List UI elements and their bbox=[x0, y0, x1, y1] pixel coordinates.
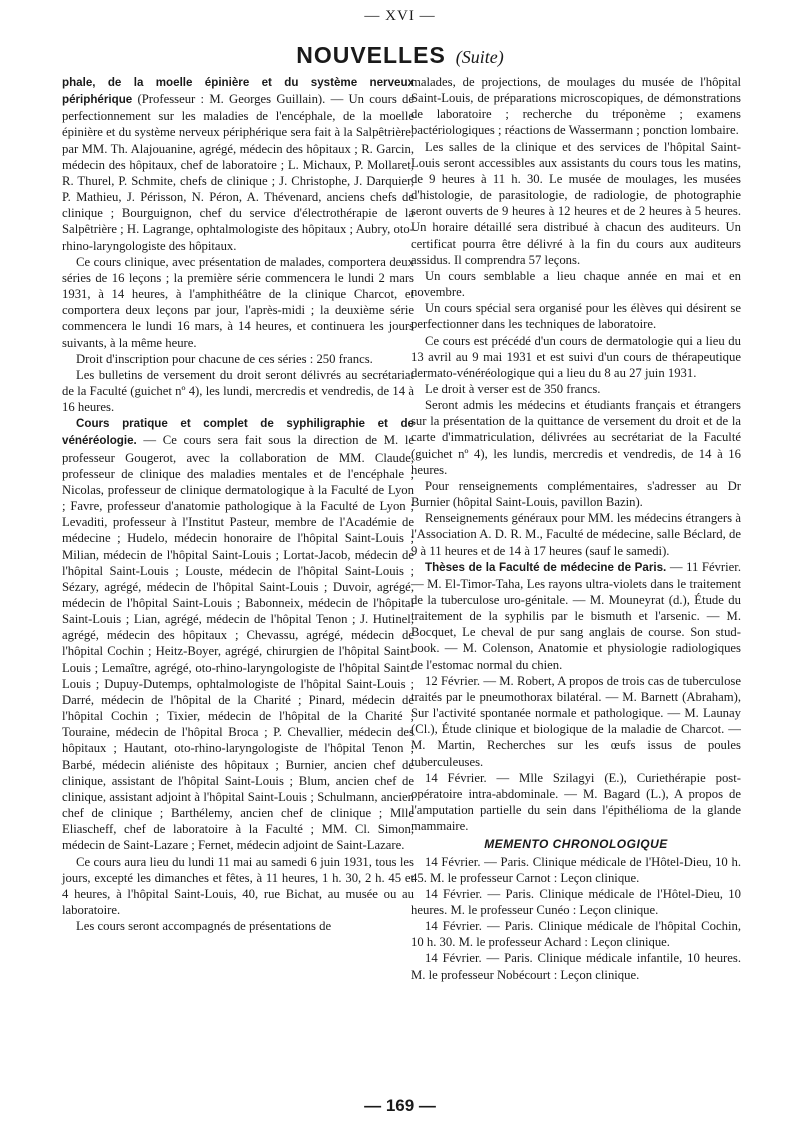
memento-heading: MEMENTO CHRONOLOGIQUE bbox=[484, 837, 668, 852]
paragraph: Renseignements généraux pour MM. les médecins étrangers à l'Association A. D. R. M., Faculté de médecine, salle Béclard, de 9 à 11 heures et de 14 à 17 heures (sauf le samedi). bbox=[411, 511, 741, 558]
page-number: — 169 — bbox=[364, 1096, 436, 1115]
paragraph-heading: Cours pratique et complet de syphiligraphie et de vénéréologie. bbox=[62, 417, 414, 448]
section-title bbox=[0, 42, 800, 69]
title-suite: (Suite) bbox=[455, 47, 504, 67]
paragraph-text: — 11 Février. — M. El-Timor-Taha, Les rayons ultra-violets dans le traitement de la tuberculose uro-génitale. — M. Mouneyrat (d.), Étude du traitement de la syphilis par le bismuth et l'arsenic. — M. Bocquet, Le cheval de pur sang anglais de course. Son stud-book. — M. Colenson, Anatomie et physiologie radiologiques de l'estomac normal du chien. bbox=[411, 559, 742, 672]
paragraph: Les bulletins de versement du droit seront délivrés au secrétariat de la Faculté (guichet nº 4), les lundi, mercredis et vendredis, de 14 à 16 heures. bbox=[62, 367, 414, 415]
paragraph: Les salles de la clinique et des services de l'hôpital Saint-Louis seront accessibles aux assistants du cours tous les matins, de 9 heures à 11 h. 30. Le musée de moulages, les musées d'histologie, de parasitologie, de radiologie, de photographie seront ouverts de 9 heures à 12 heures et de 2 heures à 5 heures. Un horaire détaillé sera distribué à chacun des auditeurs. Un certificat pourra être délivré à la fin du cours aux auditeurs assidus. Il comprendra 57 leçons. bbox=[411, 139, 741, 267]
memento-entry: 14 Février. — Paris. Clinique médicale de l'Hôtel-Dieu, 10 heures. M. le professeur Cunéo : Leçon clinique. bbox=[411, 886, 741, 917]
paragraph: Seront admis les médecins et étudiants français et étrangers sur la présentation de la quittance de versement du droit et de la carte d'immatriculation, délivrées au secrétariat de la Faculté (guichet nº 4), les lundis, mercredis et vendredis, de 14 à 16 heures. bbox=[411, 398, 741, 477]
paragraph: Droit d'inscription pour chacune de ces séries : 250 francs. bbox=[76, 351, 373, 366]
paragraph-text: — Ce cours sera fait sous la direction de M. le professeur Gougerot, avec la collaboration de MM. Claude, professeur de clinique des maladies mentales et de l'encéphale ; Nicolas, professeur de clinique dermatologique à la Faculté de Lyon ; Favre, professeur d'anatomie pathologique à la Faculté de Lyon ; Levaditi, professeur à l'Institut Pasteur, membre de l'Académie de médecine ; Hudelo, médecin honoraire de l'hôpital Saint-Louis ; Milian, médecin de l'hôpital Saint-Louis ; Lortat-Jacob, médecin de l'hôpital Saint-Louis ; Louste, médecin de l'hôpital Saint-Louis ; Sézary, agrégé, médecin de l'hôpital Saint-Louis ; Duvoir, agrégé, médecin de l'hôpital Saint-Louis ; Babonneix, médecin de l'hôpital Saint-Louis ; Lian, agrégé, médecin de l'hôpital Tenon ; J. Hutinel, agrégé, médecin des hôpitaux ; Chevassu, agrégé, médecin de l'hôpital Cochin ; Heitz-Boyer, agrégé, chirurgien de l'hôpital Saint-Louis ; Lemaître, agrégé, oto-rhino-laryngologiste de l'hôpital Saint-Louis ; Dupuy-Dutemps, ophtalmologiste de l'hôpital Saint-Louis ; Darré, médecin de l'hôpital de la Charité ; Pinard, médecin de l'hôpital Cochin ; Tixier, médecin de l'hôpital de la Charité ; Touraine, médecin de l'hôpital Broca ; P. Chevallier, médecin des hôpitaux ; Hautant, oto-rhino-laryngologiste de l'hôpital Tenon ; Barbé, médecin aliéniste des hôpitaux ; Burnier, ancien chef de clinique, assistant de l'hôpital Saint-Louis ; Blum, ancien chef de clinique, assistant adjoint à l'hôpital Saint-Louis ; Schulmann, ancien chef de clinique ; Barthélemy, ancien chef de clinique ; Mlle Eliascheff, chef de laboratoire à la Faculté ; MM. Cl. Simon, médecin de Saint-Lazare ; Fernet, médecin adjoint de Saint-Lazare. bbox=[62, 433, 414, 853]
paragraph: 14 Février. — Mlle Szilagyi (E.), Curiethérapie post-opératoire intra-abdominale. — M. Bagard (L.), A propos de l'amputation partielle du sein dans l'épithélioma de la glande mammaire. bbox=[411, 770, 741, 834]
paragraph: Les cours seront accompagnés de présentations de bbox=[76, 919, 332, 934]
paragraph: Ce cours clinique, avec présentation de malades, comportera deux séries de 16 leçons ; la première série commencera le lundi 2 mars 1931, à 14 heures, à l'amphithéâtre de la clinique Charcot, et comportera deux leçons par jour, l'après-midi ; la deuxième série commencera le lundi 16 mars, à 14 heures, et continuera les jours suivants, à la même heure. bbox=[62, 254, 414, 350]
right-column bbox=[411, 74, 741, 983]
memento-entry: 14 Février. — Paris. Clinique médicale infantile, 10 heures. M. le professeur Nobécourt : Leçon clinique. bbox=[411, 951, 741, 982]
memento-entry: 14 Février. — Paris. Clinique médicale de l'Hôtel-Dieu, 10 h. 45. M. le professeur Carnot : Leçon clinique. bbox=[411, 854, 741, 885]
paragraph: Un cours semblable a lieu chaque année en mai et en novembre. bbox=[411, 268, 741, 300]
paragraph-heading: phale, de la moelle épinière et du système nerveux périphérique bbox=[62, 76, 414, 107]
memento-entry: 14 Février. — Paris. Clinique médicale de l'hôpital Cochin, 10 h. 30. M. le professeur Achard : Leçon clinique. bbox=[411, 919, 741, 950]
paragraph: malades, de projections, de moulages du musée de l'hôpital Saint-Louis, de préparations microscopiques, de démonstrations de laboratoire ; recherche du tréponème ; examens bactériologiques ; réactions de Wassermann ; ponction lombaire. bbox=[411, 75, 741, 138]
paragraph bbox=[62, 415, 414, 853]
paragraph: 12 Février. — M. Robert, A propos de trois cas de tuberculose traités par le pneumothorax bilatéral. — M. Barnett (Abraham), Sur l'activité spontanée normale et pathologique. — M. Launay (Cl.), Étude clinique et biologique de la maladie de Charcot. — M. Martin, Recherches sur les œufs issus de poules tuberculeuses. bbox=[411, 673, 741, 769]
folio-roman: — XVI — bbox=[364, 8, 436, 24]
paragraph-text: (Professeur : M. Georges Guillain). — Un cours de perfectionnement sur les maladies de l'encéphale, de la moelle épinière et du système nerveux périphérique sera fait à la Salpêtrière, par MM. Th. Alajouanine, agrégé, médecin des hôpitaux ; R. Garcin, médecin des hôpitaux, chef de laboratoire ; L. Michaux, P. Mollaret, R. Thurel, P. Schmite, chefs de clinique ; J. Christophe, J. Darquier, P. Mathieu, J. Périsson, N. Péron, A. Thévenard, anciens chefs de clinique ; Bourguignon, chef du service d'électrothérapie de la Salpêtrière ; H. Lagrange, ophtalmologiste des hôpitaux ; Aubry, oto-rhino-laryngologiste des hôpitaux. bbox=[62, 92, 414, 253]
paragraph: Ce cours aura lieu du lundi 11 mai au samedi 6 juin 1931, tous les jours, excepté les dimanches et fêtes, à 11 heures, 1 h. 30, 2 h. 45 et 4 heures, à l'hôpital Saint-Louis, 40, rue Bichat, au musée ou au laboratoire. bbox=[62, 854, 414, 917]
paragraph: Pour renseignements complémentaires, s'adresser au Dr Burnier (hôpital Saint-Louis, pavillon Bazin). bbox=[411, 478, 741, 510]
paragraph: Un cours spécial sera organisé pour les élèves qui désirent se perfectionner dans les techniques de laboratoire. bbox=[411, 301, 741, 332]
paragraph: Le droit à verser est de 350 francs. bbox=[425, 381, 601, 396]
paragraph: Ce cours est précédé d'un cours de dermatologie qui a lieu du 13 avril au 9 mai 1931 et est suivi d'un cours de thérapeutique dermato-vénéréologique qui a lieu du 8 au 27 juin 1931. bbox=[411, 333, 741, 380]
left-column bbox=[62, 74, 414, 934]
title-main: NOUVELLES bbox=[296, 42, 446, 68]
paragraph bbox=[411, 559, 741, 673]
paragraph-heading: Thèses de la Faculté de médecine de Paris. bbox=[425, 560, 667, 574]
paragraph bbox=[62, 74, 414, 254]
